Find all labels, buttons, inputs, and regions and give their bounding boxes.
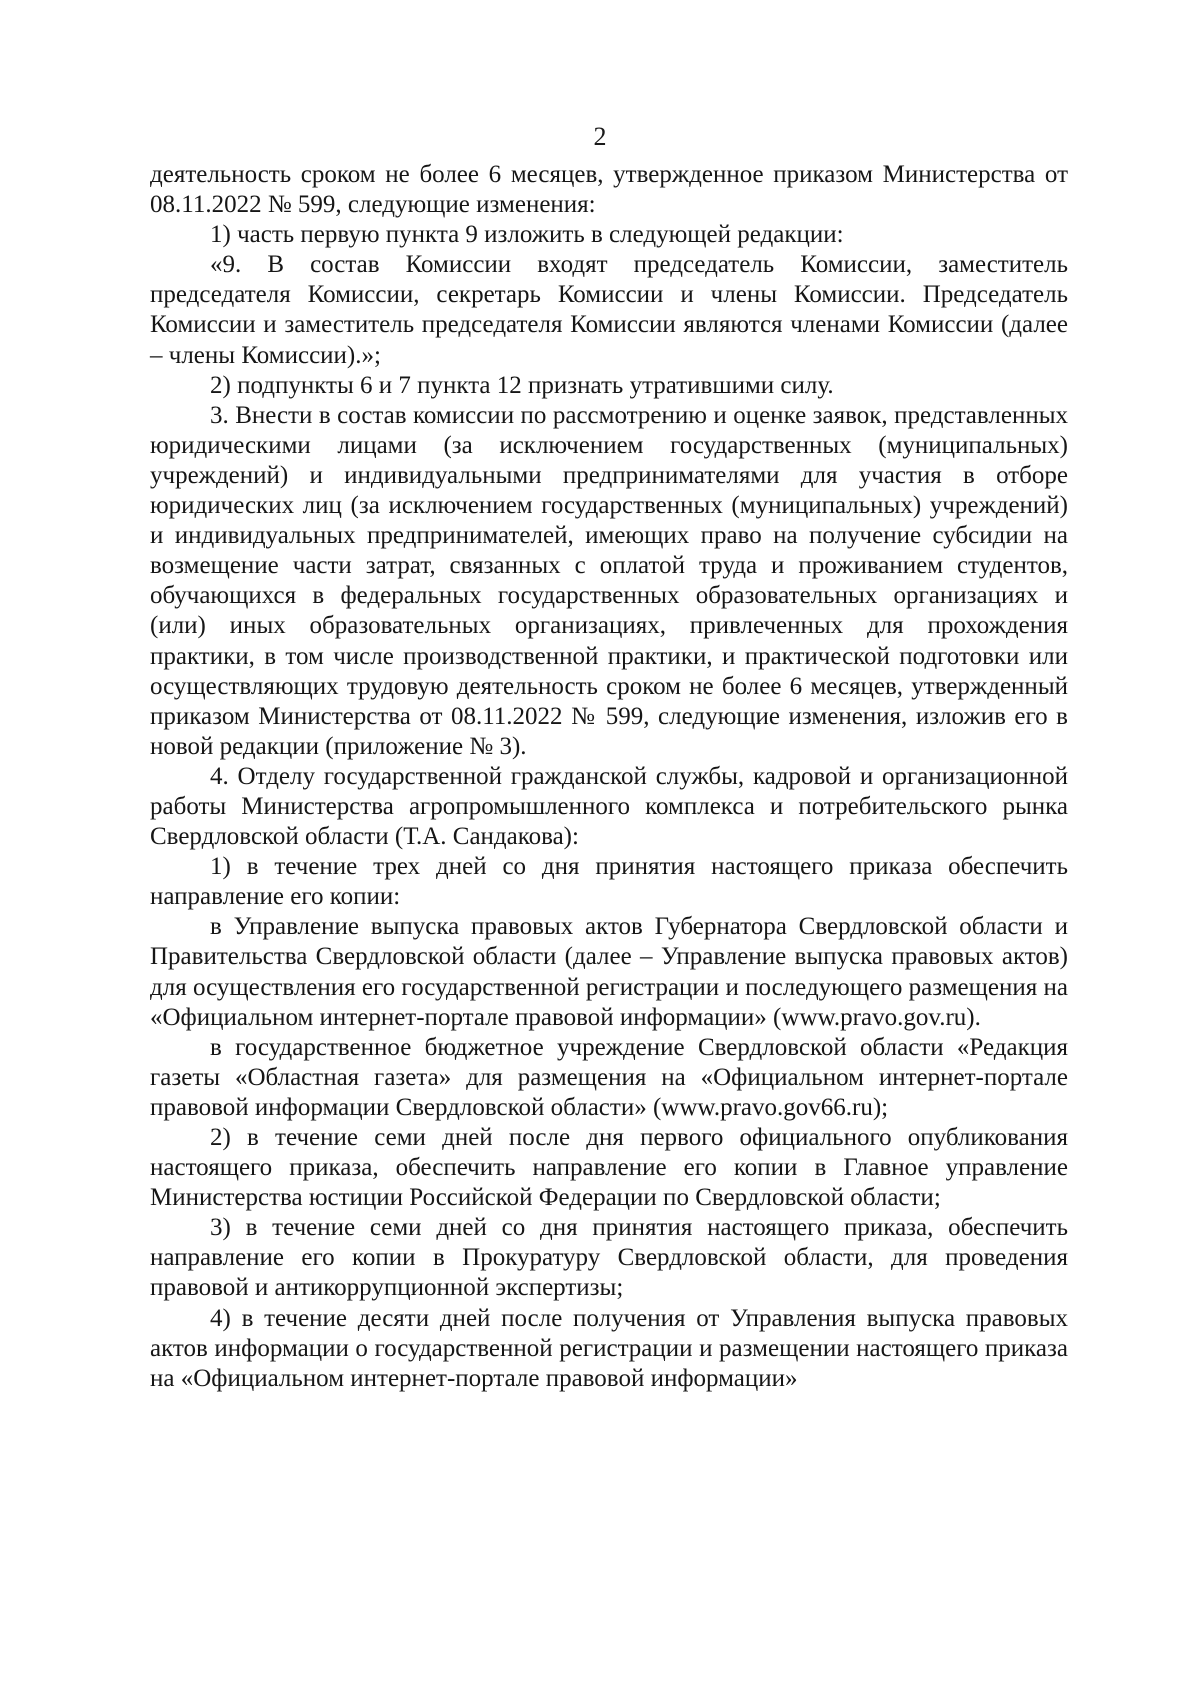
paragraph-subitem-1: 1) в течение трех дней со дня принятия настоящего приказа обеспечить направление его копии: — [150, 853, 1068, 911]
paragraph-subitem-2: 2) в течение семи дней после дня первого официального опубликования настоящего приказа, обеспечить направление его копии в Главное управление Министерства юстиции Российской Федерации по Свердловской области; — [150, 1124, 1068, 1212]
paragraph-section-3: 3. Внести в состав комиссии по рассмотрению и оценке заявок, представленных юридическими лицами (за исключением государственных (муниципальных) учреждений) и индивидуальными предпринимателями для участия в отборе юридических лиц (за исключением государственных (муниципальных) учреждений) и индивидуальных предпринимателей, имеющих право на получение субсидии на возмещение части затрат, связанных с оплатой труда и проживанием студентов, обучающихся в федеральных государственных образовательных организациях и (или) иных образовательных организациях, привлеченных для прохождения практики, в том числе производственной практики, и практической подготовки или осуществляющих трудовую деятельность сроком не более 6 месяцев, утвержденный приказом Министерства от 08.11.2022 № 599, следующие изменения, изложив его в новой редакции (приложение № 3). — [150, 401, 1068, 760]
paragraph-continuation: деятельность сроком не более 6 месяцев, утвержденное приказом Министерства от 08.11.2022 № 599, следующие изменения: — [150, 161, 1068, 219]
paragraph-recipient-oblast-gazette: в государственное бюджетное учреждение Свердловской области «Редакция газеты «Областная газета» для размещения на «Официальном интернет-портале правовой информации Свердловской области» (www.pravo.gov66.ru); — [150, 1033, 1068, 1121]
paragraph-recipient-legal-acts-office: в Управление выпуска правовых актов Губернатора Свердловской области и Правительства Свердловской области (далее – Управление выпуска правовых актов) для осуществления его государственной регистрации и последующего размещения на «Официальном интернет-портале правовой информации» (www.pravo.gov.ru). — [150, 913, 1068, 1031]
paragraph-subitem-4: 4) в течение десяти дней после получения от Управления выпуска правовых актов информации о государственной регистрации и размещении настоящего приказа на «Официальном интернет-портале правовой информации» — [150, 1304, 1068, 1392]
paragraph-quoted-clause-9: «9. В состав Комиссии входят председатель Комиссии, заместитель председателя Комиссии, секретарь Комиссии и члены Комиссии. Председатель Комиссии и заместитель председателя Комиссии являются членами Комиссии (далее – члены Комиссии).»; — [150, 251, 1068, 369]
paragraph-item-2: 2) подпункты 6 и 7 пункта 12 признать утратившими силу. — [210, 371, 834, 399]
paragraph-subitem-3: 3) в течение семи дней со дня принятия настоящего приказа, обеспечить направление его копии в Прокуратуру Свердловской области, для проведения правовой и антикоррупционной экспертизы; — [150, 1214, 1068, 1302]
page-number: 2 — [593, 122, 607, 151]
paragraph-item-1: 1) часть первую пункта 9 изложить в следующей редакции: — [210, 221, 844, 249]
document-body — [150, 160, 1068, 1394]
paragraph-section-4: 4. Отделу государственной гражданской службы, кадровой и организационной работы Министерства агропромышленного комплекса и потребительского рынка Свердловской области (Т.А. Сандакова): — [150, 762, 1068, 851]
